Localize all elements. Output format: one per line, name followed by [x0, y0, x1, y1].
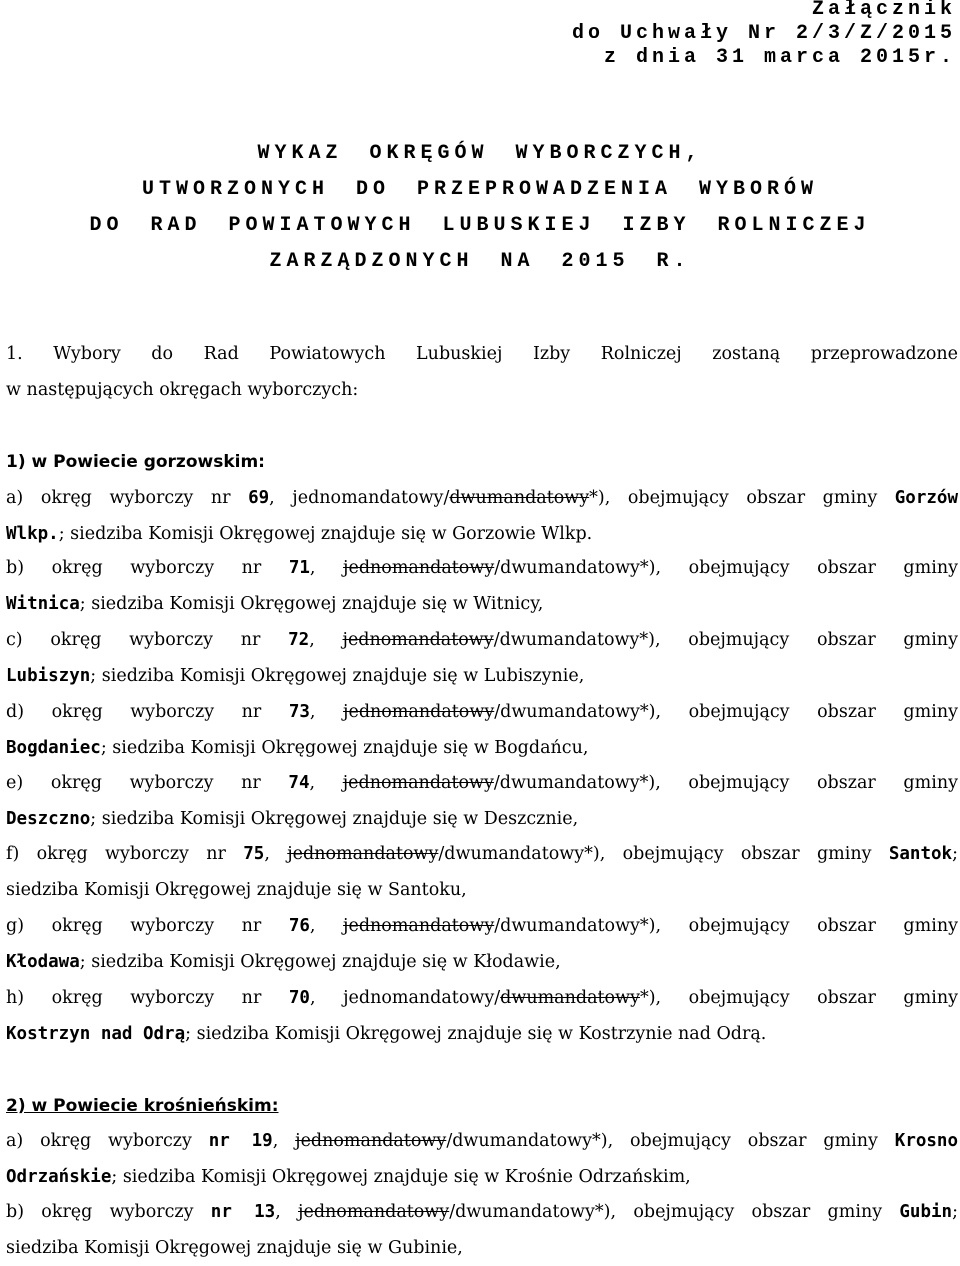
- district-line: [6, 694, 958, 730]
- gmina-name: Witnica: [6, 594, 80, 614]
- district-number: 74: [288, 773, 310, 793]
- mandate-kept: /dwumandatowy*), obejmujący obszar gminy: [493, 773, 958, 793]
- district-item-69: [6, 480, 958, 552]
- district-line: [6, 622, 958, 658]
- district-line: [6, 658, 958, 694]
- item-prefix: e) okręg wyborczy nr: [6, 773, 289, 793]
- mandate-kept: /dwumandatowy*), obejmujący obszar gminy: [446, 1131, 895, 1151]
- item-sep: ,: [309, 558, 344, 578]
- district-line: [6, 1230, 958, 1266]
- district-number: nr 19: [208, 1131, 273, 1151]
- seat-info: ; siedziba Komisji Okręgowej znajduje się w Bogdańcu,: [100, 738, 589, 758]
- title-line-4: ZARZĄDZONYCH NA 2015 R.: [269, 250, 691, 273]
- seat-info: ; siedziba Komisji Okręgowej znajduje się w Gorzowie Wlkp.: [58, 524, 593, 544]
- section-heading-krosnienski: 2) w Powiecie krośnieńskim:: [6, 1096, 279, 1116]
- mandate-kept: /dwumandatowy*), obejmujący obszar gminy: [438, 844, 889, 864]
- seat-info: ; siedziba Komisji Okręgowej znajduje się w Deszcznie,: [90, 809, 579, 829]
- gmina-name: Gubin: [899, 1202, 953, 1222]
- mandate-tail: *), obejmujący obszar gminy: [639, 988, 958, 1008]
- district-item-13: [6, 1194, 958, 1266]
- item-sep: ,: [309, 916, 344, 936]
- gmina-name: Lubiszyn: [6, 666, 91, 686]
- item-prefix: d) okręg wyborczy nr: [6, 702, 289, 722]
- item-sep: ,: [309, 702, 344, 722]
- district-line: [6, 1194, 958, 1230]
- item-prefix: g) okręg wyborczy nr: [6, 916, 289, 936]
- seat-info: ; siedziba Komisji Okręgowej znajduje się w Lubiszynie,: [90, 666, 585, 686]
- seat-info: ; siedziba Komisji Okręgowej znajduje się w Kostrzynie nad Odrą.: [185, 1024, 767, 1044]
- district-line: [6, 836, 958, 872]
- gmina-name-cont: Odrzańskie: [6, 1167, 112, 1187]
- attachment-header: [572, 0, 956, 70]
- title-line-1: WYKAZ OKRĘGÓW WYBORCZYCH,: [257, 142, 703, 165]
- section-heading-gorzowski: 1) w Powiecie gorzowskim:: [6, 452, 265, 472]
- seat-info: siedziba Komisji Okręgowej znajduje się w Gubinie,: [6, 1238, 463, 1258]
- intro-line-2: w następujących okręgach wyborczych:: [6, 380, 359, 400]
- title-line-2: UTWORZONYCH DO PRZEPROWADZENIA WYBORÓW: [141, 178, 819, 201]
- attachment-label: Załącznik: [811, 0, 956, 21]
- mandate-tail: *), obejmujący obszar gminy: [589, 488, 895, 508]
- mandate-kept: jednomandatowy/: [343, 988, 501, 1008]
- district-line: [6, 872, 958, 908]
- gmina-name: Deszczno: [6, 809, 91, 829]
- mandate-struck: dwumandatowy: [449, 488, 590, 508]
- mandate-kept: /dwumandatowy*), obejmujący obszar gminy: [494, 558, 958, 578]
- title-line-3: DO RAD POWIATOWYCH LUBUSKIEJ IZBY ROLNICZEJ: [89, 214, 871, 237]
- mandate-struck: jednomandatowy: [298, 1202, 450, 1222]
- item-sep: ,: [309, 988, 344, 1008]
- district-line: [6, 586, 958, 622]
- gmina-name: Krosno: [894, 1131, 958, 1151]
- mandate-struck: jednomandatowy: [295, 1131, 447, 1151]
- document-title: [0, 136, 960, 280]
- district-item-70: [6, 980, 958, 1052]
- district-item-19: [6, 1123, 958, 1195]
- gmina-name: Kłodawa: [6, 952, 80, 972]
- district-item-75: [6, 836, 958, 908]
- district-line: [6, 908, 958, 944]
- gmina-name: Kostrzyn nad Odrą: [6, 1024, 186, 1044]
- mandate-tail: obejmujący obszar gminy: [688, 702, 958, 722]
- item-prefix: a) okręg wyborczy nr: [6, 488, 249, 508]
- mandate-struck: dwumandatowy: [500, 988, 640, 1008]
- district-item-72: [6, 622, 958, 694]
- resolution-date: z dnia 31 marca 2015r.: [603, 46, 956, 69]
- district-number: 72: [288, 630, 310, 650]
- seat-info: ; siedziba Komisji Okręgowej znajduje się w Kłodawie,: [79, 952, 561, 972]
- item-prefix: c) okręg wyborczy nr: [6, 630, 289, 650]
- gmina-name: Bogdaniec: [6, 738, 101, 758]
- district-line: [6, 480, 958, 516]
- district-line: [6, 980, 958, 1016]
- district-number: 75: [243, 844, 265, 864]
- item-sep: ,: [272, 1131, 296, 1151]
- item-prefix: h) okręg wyborczy nr: [6, 988, 289, 1008]
- mandate-kept: /dwumandatowy*), obejmujący obszar gminy: [494, 916, 958, 936]
- district-number: 69: [248, 488, 270, 508]
- item-sep: ,: [269, 488, 293, 508]
- intro-line-1: 1. Wybory do Rad Powiatowych Lubuskiej Izby Rolniczej zostaną przeprowadzone: [6, 344, 958, 364]
- mandate-struck: jednomandatowy: [342, 630, 494, 650]
- mandate-struck: jednomandatowy: [343, 558, 495, 578]
- item-prefix: f) okręg wyborczy nr: [6, 844, 244, 864]
- mandate-kept: /dwumandatowy*), obejmujący obszar gminy: [493, 630, 958, 650]
- item-prefix: b) okręg wyborczy nr: [6, 558, 289, 578]
- district-number: 70: [288, 988, 310, 1008]
- district-line: [6, 516, 958, 552]
- seat-info: siedziba Komisji Okręgowej znajduje się w Santoku,: [6, 880, 467, 900]
- item-sep: ,: [309, 773, 343, 793]
- gmina-name: Gorzów: [894, 488, 958, 508]
- item-sep: ,: [309, 630, 343, 650]
- district-number: 73: [288, 702, 310, 722]
- district-line: [6, 1123, 958, 1159]
- district-line: [6, 1159, 958, 1195]
- mandate-struck: jednomandatowy: [343, 702, 495, 722]
- seat-info: ; siedziba Komisji Okręgowej znajduje się w Witnicy,: [79, 594, 544, 614]
- mandate-kept: /dwumandatowy*), obejmujący obszar gminy: [449, 1202, 900, 1222]
- mandate-struck: jednomandatowy: [287, 844, 439, 864]
- intro-paragraph: [6, 336, 958, 408]
- district-line: [6, 944, 958, 980]
- district-item-71: [6, 550, 958, 622]
- mandate-struck: jednomandatowy: [343, 916, 495, 936]
- mandate-kept: /dwumandatowy*),: [494, 702, 662, 722]
- item-prefix: a) okręg wyborczy: [6, 1131, 209, 1151]
- district-number: 71: [288, 558, 310, 578]
- district-line: [6, 765, 958, 801]
- item-prefix: b) okręg wyborczy: [6, 1202, 211, 1222]
- district-line: [6, 550, 958, 586]
- gmina-tail: ;: [952, 1202, 958, 1222]
- item-sep: ,: [275, 1202, 299, 1222]
- mandate-struck: jednomandatowy: [342, 773, 494, 793]
- district-line: [6, 1016, 958, 1052]
- resolution-line: do Uchwały Nr 2/3/Z/2015: [571, 22, 956, 45]
- seat-info: ; siedziba Komisji Okręgowej znajduje się w Krośnie Odrzańskim,: [111, 1167, 691, 1187]
- district-item-74: [6, 765, 958, 837]
- district-line: [6, 730, 958, 766]
- item-sep: ,: [264, 844, 288, 864]
- district-item-76: [6, 908, 958, 980]
- gmina-tail: ;: [952, 844, 958, 864]
- district-line: [6, 801, 958, 837]
- gmina-name: Santok: [888, 844, 953, 864]
- district-item-73: [6, 694, 958, 766]
- district-number: nr 13: [210, 1202, 276, 1222]
- mandate-kept: jednomandatowy/: [292, 488, 450, 508]
- gmina-name-cont: Wlkp.: [6, 524, 59, 544]
- district-number: 76: [288, 916, 310, 936]
